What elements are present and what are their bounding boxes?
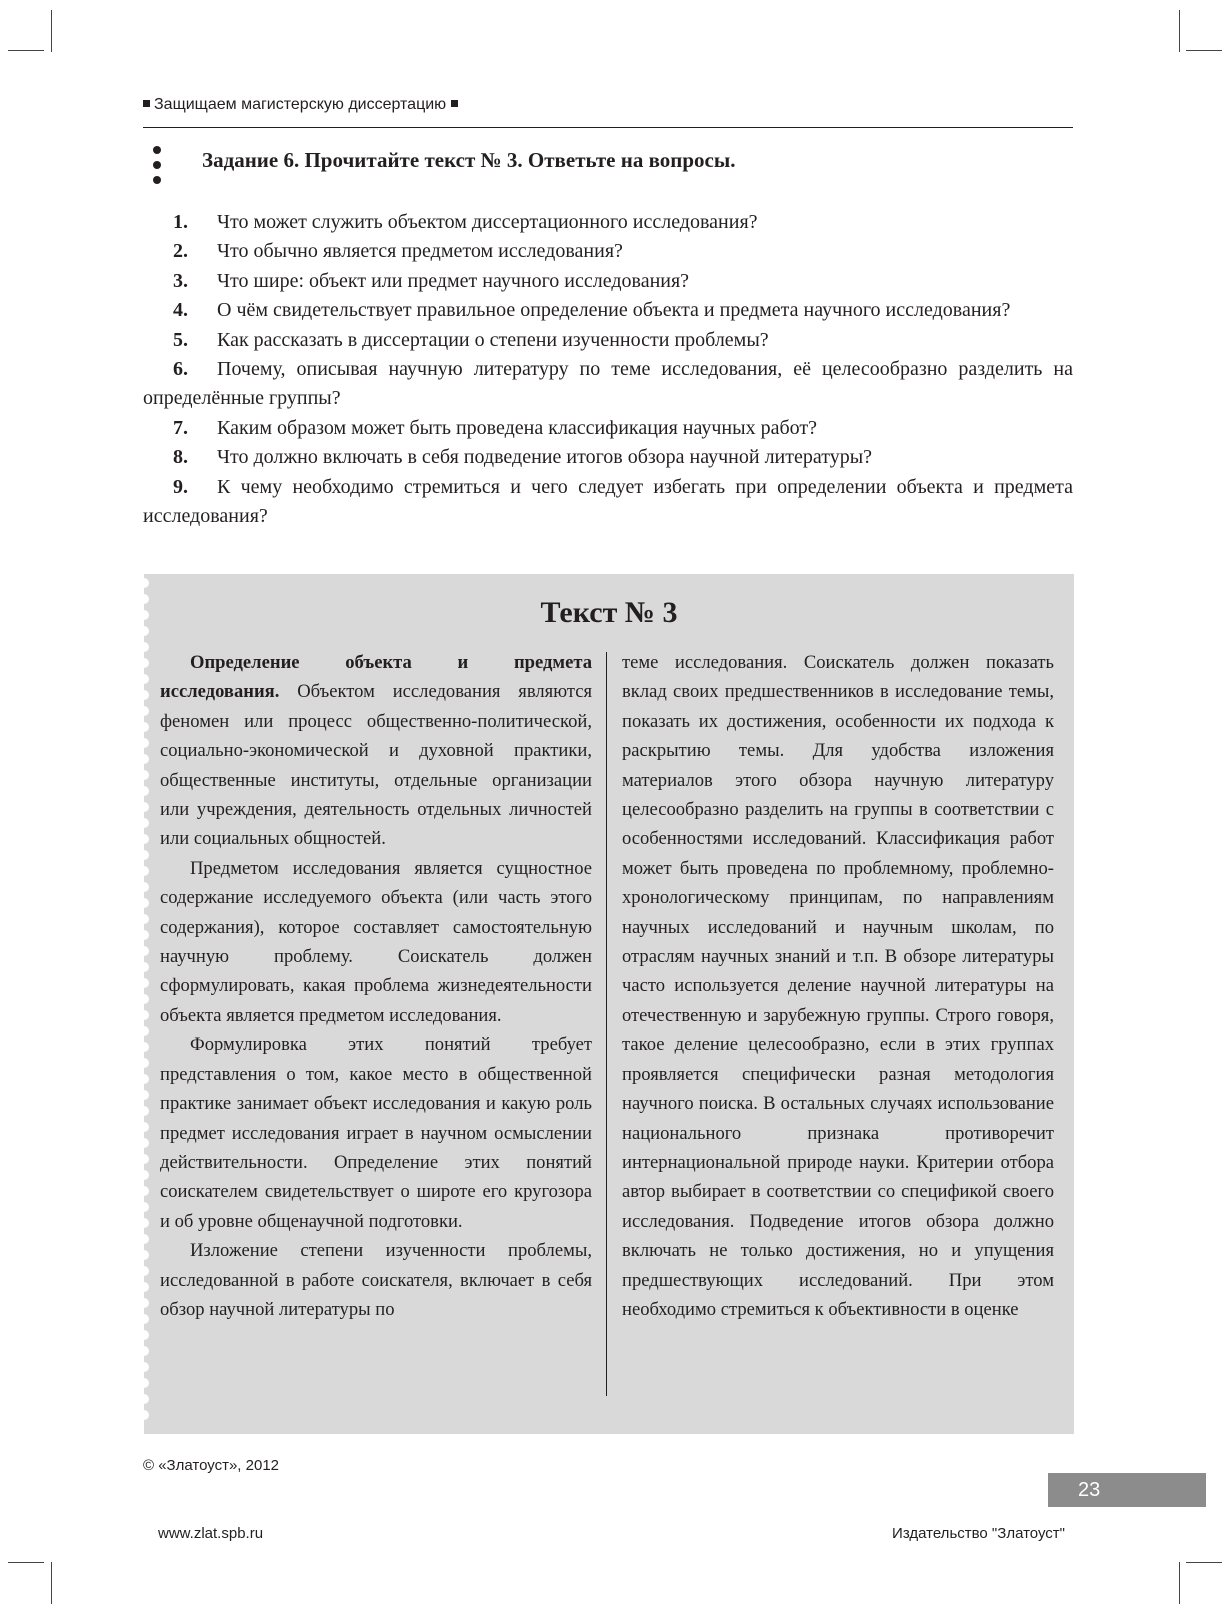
crop-mark bbox=[8, 1562, 44, 1563]
crop-mark bbox=[1186, 50, 1222, 51]
perforation-hole bbox=[139, 690, 149, 700]
copyright: © «Златоуст», 2012 bbox=[143, 1457, 280, 1474]
perforation-hole bbox=[139, 1330, 149, 1340]
perforation-hole bbox=[139, 1186, 149, 1196]
perforation-hole bbox=[139, 1234, 149, 1244]
perforated-edge bbox=[144, 574, 154, 1434]
text-column-left bbox=[160, 648, 592, 1324]
perforation-hole bbox=[139, 1218, 149, 1228]
crop-mark bbox=[1179, 1562, 1180, 1604]
perforation-hole bbox=[139, 834, 149, 844]
perforation-hole bbox=[139, 978, 149, 988]
crop-mark bbox=[51, 10, 52, 52]
running-head-text: Защищаем магистерскую диссертацию bbox=[154, 96, 447, 113]
perforation-hole bbox=[139, 1202, 149, 1212]
column-divider bbox=[606, 652, 607, 1396]
vertical-dots-icon bbox=[153, 146, 161, 191]
page-number-box bbox=[1048, 1473, 1206, 1507]
publisher-name: Издательство "Златоуст" bbox=[892, 1525, 1065, 1542]
crop-mark bbox=[1186, 1562, 1222, 1563]
paragraph: Формулировка этих понятий требует представления о том, какое место в общественной практике занимает объект исследования и какую роль предмет исследования играет в научном осмыслении действительности. Определение этих понятий соискателем свидетельствует о широте его кругозора и об уровне общенаучной подготовки. bbox=[160, 1034, 592, 1232]
perforation-hole bbox=[139, 1026, 149, 1036]
perforation-hole bbox=[139, 1170, 149, 1180]
perforation-hole bbox=[139, 1010, 149, 1020]
perforation-hole bbox=[139, 1346, 149, 1356]
question-item: 9. К чему необходимо стремиться и чего следует избегать при определении объекта и предмета исследования? bbox=[143, 475, 1073, 528]
perforation-hole bbox=[139, 1266, 149, 1276]
question-item: 8. Что должно включать в себя подведение итогов обзора научной литературы? bbox=[173, 446, 873, 469]
perforation-hole bbox=[139, 1090, 149, 1100]
perforation-hole bbox=[139, 930, 149, 940]
crop-mark bbox=[8, 50, 44, 51]
perforation-hole bbox=[139, 1362, 149, 1372]
perforation-hole bbox=[139, 1122, 149, 1132]
perforation-hole bbox=[139, 770, 149, 780]
perforation-hole bbox=[139, 994, 149, 1004]
website-link[interactable]: www.zlat.spb.ru bbox=[158, 1525, 264, 1542]
question-item: 4. О чём свидетельствует правильное определение объекта и предмета научного исследования? bbox=[173, 299, 1011, 322]
question-item: 5. Как рассказать в диссертации о степени изученности проблемы? bbox=[173, 328, 769, 351]
perforation-hole bbox=[139, 802, 149, 812]
question-item: 6. Почему, описывая научную литературу по теме исследования, её целесообразно разделить на определённые группы? bbox=[143, 358, 1073, 410]
perforation-hole bbox=[139, 722, 149, 732]
perforation-hole bbox=[139, 658, 149, 668]
crop-mark bbox=[1179, 10, 1180, 52]
perforation-hole bbox=[139, 1250, 149, 1260]
perforation-hole bbox=[139, 1058, 149, 1068]
perforation-hole bbox=[139, 642, 149, 652]
page-number: 23 bbox=[1078, 1479, 1101, 1501]
perforation-hole bbox=[139, 1394, 149, 1404]
perforation-hole bbox=[139, 1314, 149, 1324]
running-head bbox=[143, 96, 1073, 114]
task-title: Задание 6. Прочитайте текст № 3. Ответьте на вопросы. bbox=[202, 148, 736, 172]
perforation-hole bbox=[139, 962, 149, 972]
perforation-hole bbox=[139, 1378, 149, 1388]
perforation-hole bbox=[139, 882, 149, 892]
perforation-hole bbox=[139, 898, 149, 908]
paragraph-lead: Определение объекта и предмета исследования. bbox=[160, 652, 592, 703]
perforation-hole bbox=[139, 914, 149, 924]
square-bullet-icon bbox=[143, 100, 150, 107]
question-item: 1. Что может служить объектом диссертационного исследования? bbox=[173, 211, 758, 233]
question-item: 2. Что обычно является предметом исследования? bbox=[173, 240, 623, 263]
header-divider bbox=[143, 127, 1073, 128]
perforation-hole bbox=[139, 578, 149, 588]
question-item: 7. Каким образом может быть проведена классификация научных работ? bbox=[173, 416, 817, 439]
perforation-hole bbox=[139, 1106, 149, 1116]
perforation-hole bbox=[139, 1154, 149, 1164]
perforation-hole bbox=[139, 1282, 149, 1292]
perforation-hole bbox=[139, 1138, 149, 1148]
perforation-hole bbox=[139, 946, 149, 956]
question-list bbox=[143, 208, 1073, 531]
text-title: Текст № 3 bbox=[540, 596, 678, 629]
perforation-hole bbox=[139, 754, 149, 764]
perforation-hole bbox=[139, 1074, 149, 1084]
perforation-hole bbox=[139, 738, 149, 748]
paragraph: Предметом исследования является сущностное содержание исследуемого объекта (или часть этого содержания), которое составляет самостоятельную научную проблему. Соискатель должен сформулировать, какая проблема жизнедеятельности объекта является предметом исследования. bbox=[160, 857, 592, 1026]
perforation-hole bbox=[139, 866, 149, 876]
paragraph: Изложение степени изученности проблемы, исследованной в работе соискателя, включает в себя обзор научной литературы по bbox=[160, 1240, 592, 1320]
perforation-hole bbox=[139, 1298, 149, 1308]
paragraph: Определение объекта и предмета исследования. Объектом исследования являются феномен или процесс общественно-политической, социально-экономической и духовной практики, общественные институты, отдельные организации или учреждения, деятельность отдельных личностей или социальных общностей. bbox=[160, 652, 592, 850]
perforation-hole bbox=[139, 1410, 149, 1420]
perforation-hole bbox=[139, 1042, 149, 1052]
paragraph: теме исследования. Соискатель должен показать вклад своих предшественников в исследование темы, показать их достижения, особенности их подхода к раскрытию темы. Для удобства изложения материалов этого обзора научную литературу целесообразно разделить на группы в соответствии с особенностями исследований. Классификация работ может быть проведена по проблемному, проблемно-хронологическому принципам, по направлениям научных исследований и научным школам, по отраслям научных знаний и т.п. В обзоре литературы часто используется деление научной литературы на отечественную и зарубежную группы. Строго говоря, такое деление целесообразно, если в этих группах проявляется специфически разная методология научного поиска. В остальных случаях использование национального признака противоречит интернациональной природе науки. Критерии отбора автор выбирает в соответствии со спецификой своего исследования. Подведение итогов обзора должно включать не только достижения, но и упущения предшествующих исследований. При этом необходимо стремиться к объективности в оценке bbox=[622, 652, 1054, 1320]
perforation-hole bbox=[139, 674, 149, 684]
text-column-right bbox=[622, 648, 1054, 1324]
perforation-hole bbox=[139, 706, 149, 716]
perforation-hole bbox=[139, 786, 149, 796]
perforation-hole bbox=[139, 818, 149, 828]
perforation-hole bbox=[139, 850, 149, 860]
question-item: 3. Что шире: объект или предмет научного исследования? bbox=[173, 269, 690, 292]
square-bullet-icon bbox=[451, 100, 458, 107]
crop-mark bbox=[51, 1562, 52, 1604]
